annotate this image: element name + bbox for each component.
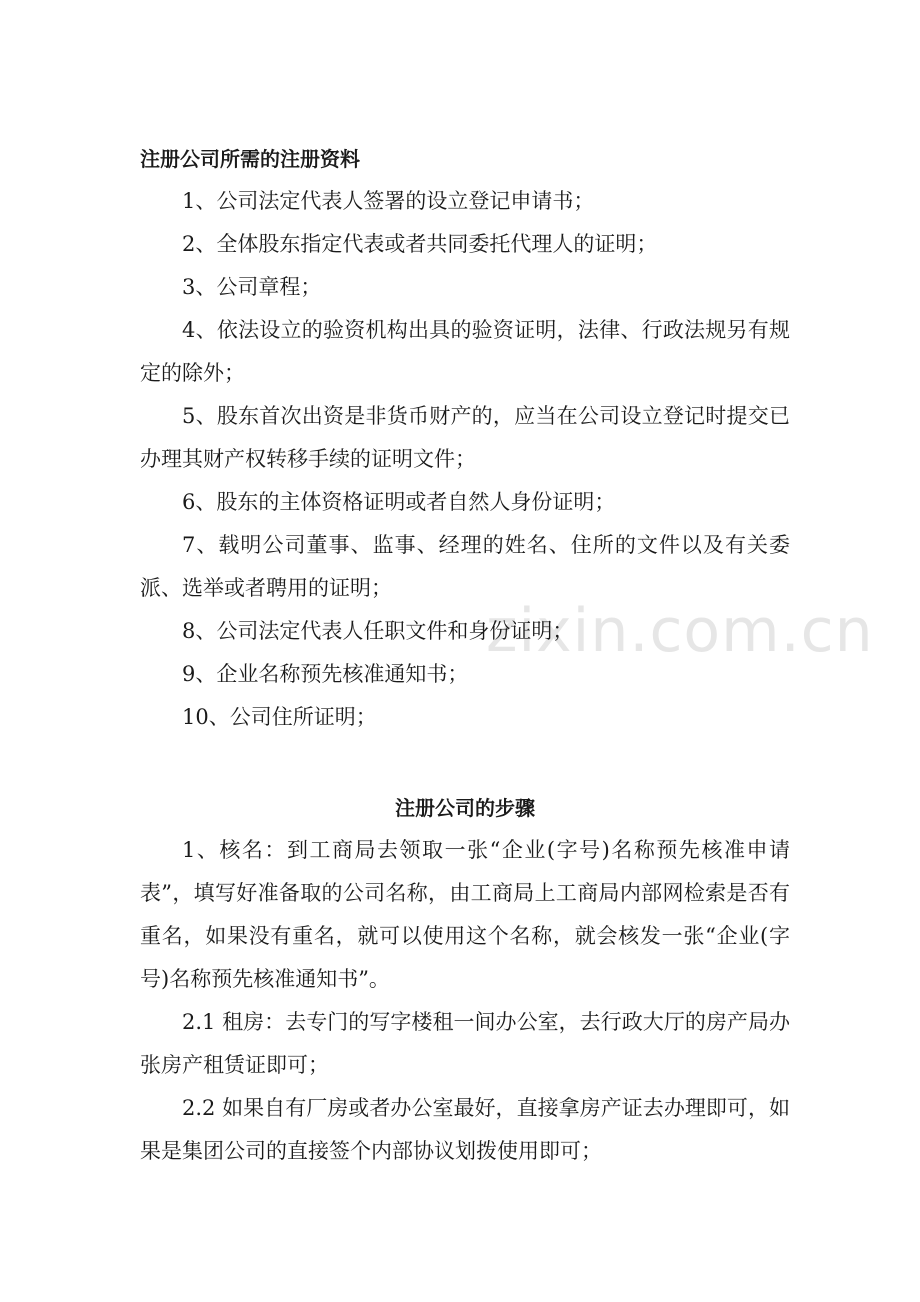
step-paragraph: 2.2 如果自有厂房或者办公室最好，直接拿房产证去办理即可，如果是集团公司的直接签个内部协议划拨使用即可； — [140, 1096, 790, 1163]
list-item: 1、公司法定代表人签署的设立登记申请书； — [182, 189, 595, 213]
list-item: 10、公司住所证明； — [182, 705, 377, 729]
list-item: 9、企业名称预先核准通知书； — [182, 662, 469, 686]
list-item: 7、载明公司董事、监事、经理的姓名、住所的文件以及有关委派、选举或者聘用的证明； — [140, 533, 790, 600]
section-title-required-materials: 注册公司所需的注册资料 — [140, 147, 360, 171]
document-content — [140, 138, 790, 1173]
list-item: 5、股东首次出资是非货币财产的，应当在公司设立登记时提交已办理其财产权转移手续的证明文件； — [140, 404, 790, 471]
section-spacer — [140, 739, 790, 787]
list-item: 6、股东的主体资格证明或者自然人身份证明； — [182, 490, 616, 514]
list-item: 2、全体股东指定代表或者共同委托代理人的证明； — [182, 232, 658, 256]
step-paragraph: 2.1 租房：去专门的写字楼租一间办公室，去行政大厅的房产局办张房产租赁证即可； — [140, 1010, 790, 1077]
step-paragraph: 1、核名：到工商局去领取一张“企业(字号)名称预先核准申请表”，填写好准备取的公司名称，由工商局上工商局内部网检索是否有重名，如果没有重名，就可以使用这个名称，就会核发一张“企业(字号)名称预先核准通知书”。 — [140, 838, 790, 991]
list-item: 3、公司章程； — [182, 275, 322, 299]
list-item: 8、公司法定代表人任职文件和身份证明； — [182, 619, 574, 643]
list-item: 4、依法设立的验资机构出具的验资证明，法律、行政法规另有规定的除外； — [140, 318, 790, 385]
watermark: zixin.com.cn — [486, 596, 874, 666]
section-title-registration-steps: 注册公司的步骤 — [395, 796, 535, 820]
